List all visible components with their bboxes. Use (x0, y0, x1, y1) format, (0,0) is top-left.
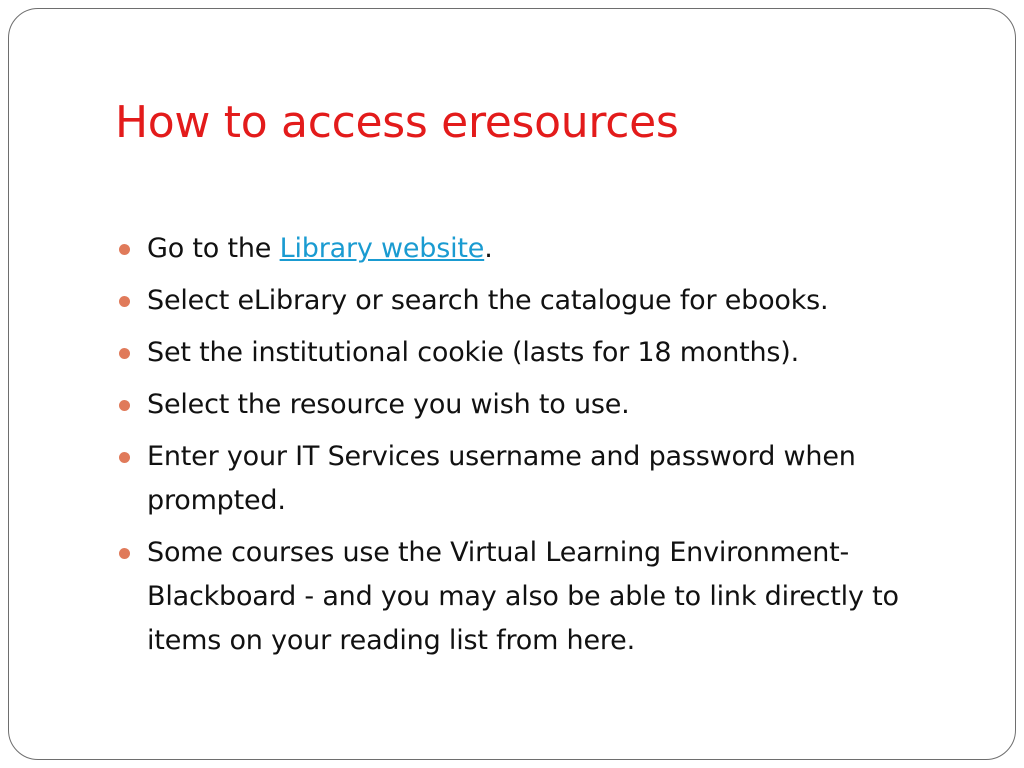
bullet-text: Set the institutional cookie (lasts for 18 months). (147, 337, 799, 368)
library-website-link[interactable]: Library website (279, 233, 485, 264)
bullet-item-vle-blackboard (115, 531, 955, 663)
slide-frame (8, 8, 1016, 760)
bullet-item-library-website (115, 227, 955, 271)
bullet-item-institutional-cookie (115, 331, 955, 375)
bullet-dot-icon (119, 400, 130, 411)
bullet-dot-icon (119, 244, 130, 255)
bullet-text-prefix: Go to the (147, 233, 280, 264)
bullet-dot-icon (119, 548, 130, 559)
bullet-item-select-resource (115, 383, 955, 427)
bullet-dot-icon (119, 452, 130, 463)
bullet-text: Enter your IT Services username and password when prompted. (147, 441, 856, 516)
bullet-text-suffix: . (484, 233, 493, 264)
bullet-text: Select eLibrary or search the catalogue for ebooks. (147, 285, 829, 316)
slide-title: How to access eresources (115, 97, 679, 148)
bullet-item-enter-credentials (115, 435, 955, 523)
bullet-text: Select the resource you wish to use. (147, 389, 630, 420)
bullet-item-select-elibrary (115, 279, 955, 323)
bullet-text: Some courses use the Virtual Learning Environment- Blackboard - and you may also be able to link directly to items on your reading list from here. (147, 537, 899, 656)
bullet-dot-icon (119, 296, 130, 307)
bullet-list (115, 227, 955, 671)
bullet-dot-icon (119, 348, 130, 359)
